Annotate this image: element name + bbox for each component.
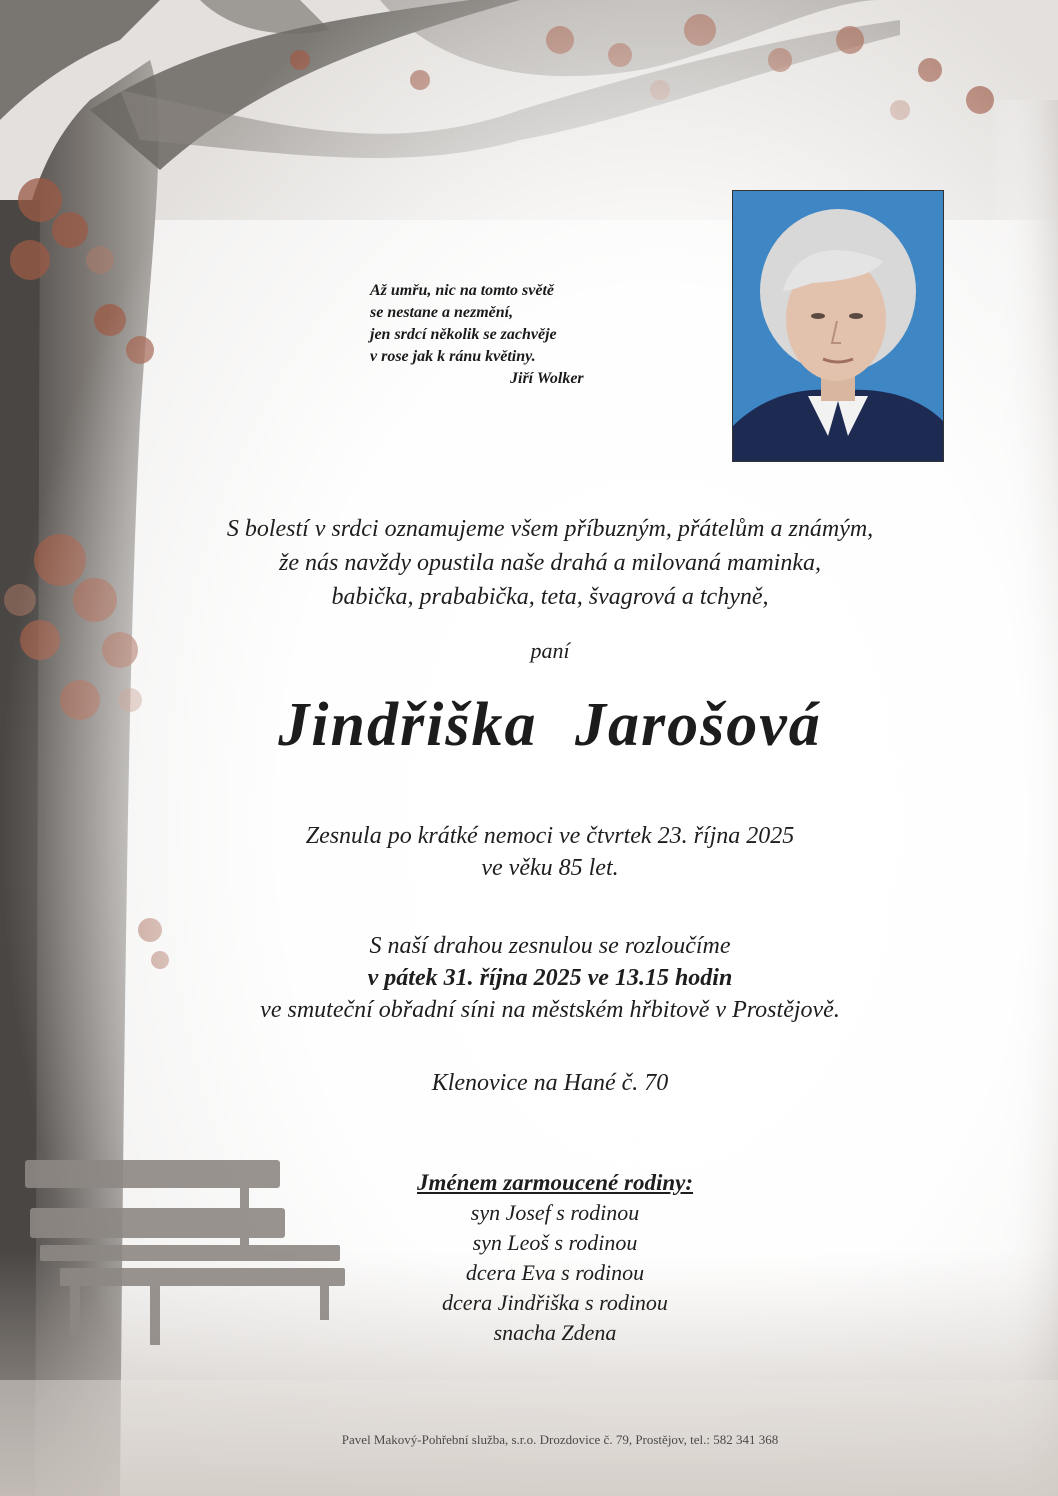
announcement-text [150, 512, 950, 614]
portrait-photo [732, 190, 944, 462]
family-member: syn Leoš s rodinou [472, 1230, 638, 1255]
family-member: syn Josef s rodinou [470, 1200, 640, 1225]
farewell-notice [150, 930, 950, 1026]
farewell-intro: S naší drahou zesnulou se rozloučíme [369, 933, 731, 959]
family-heading: Jménem zarmoucené rodiny: [417, 1170, 693, 1195]
poem-block [370, 280, 670, 390]
family-member: dcera Eva s rodinou [465, 1260, 645, 1285]
farewell-datetime: v pátek 31. října 2025 ve 13.15 hodin [367, 965, 733, 991]
poem-line: se nestane a nezmění, [370, 304, 514, 321]
farewell-place: ve smuteční obřadní síni na městském hřbitově v Prostějově. [260, 997, 840, 1023]
announcement-line: že nás navždy opustila naše drahá a milovaná maminka, [279, 550, 821, 576]
death-notice [150, 820, 950, 884]
deceased-name: Jindřiška Jarošová [278, 691, 822, 759]
address: Klenovice na Hané č. 70 [431, 1070, 669, 1096]
poem-line: v rose jak k ránu květiny. [370, 348, 536, 365]
death-line: ve věku 85 let. [481, 855, 619, 881]
salutation: paní [530, 638, 570, 663]
poem-author: Jiří Wolker [510, 370, 584, 387]
family-member: snacha Zdena [493, 1320, 617, 1345]
family-block [350, 1168, 760, 1348]
death-line: Zesnula po krátké nemoci ve čtvrtek 23. října 2025 [305, 823, 795, 849]
funeral-service-footer: Pavel Makový-Pohřební služba, s.r.o. Drozdovice č. 79, Prostějov, tel.: 582 341 368 [341, 1432, 779, 1447]
announcement-line: S bolestí v srdci oznamujeme všem příbuzným, přátelům a známým, [226, 516, 874, 542]
family-member: dcera Jindřiška s rodinou [442, 1290, 668, 1315]
poem-line: Až umřu, nic na tomto světě [370, 282, 555, 299]
poem-line: jen srdcí několik se zachvěje [370, 326, 557, 343]
announcement-line: babička, prababička, teta, švagrová a tchyně, [331, 584, 769, 610]
